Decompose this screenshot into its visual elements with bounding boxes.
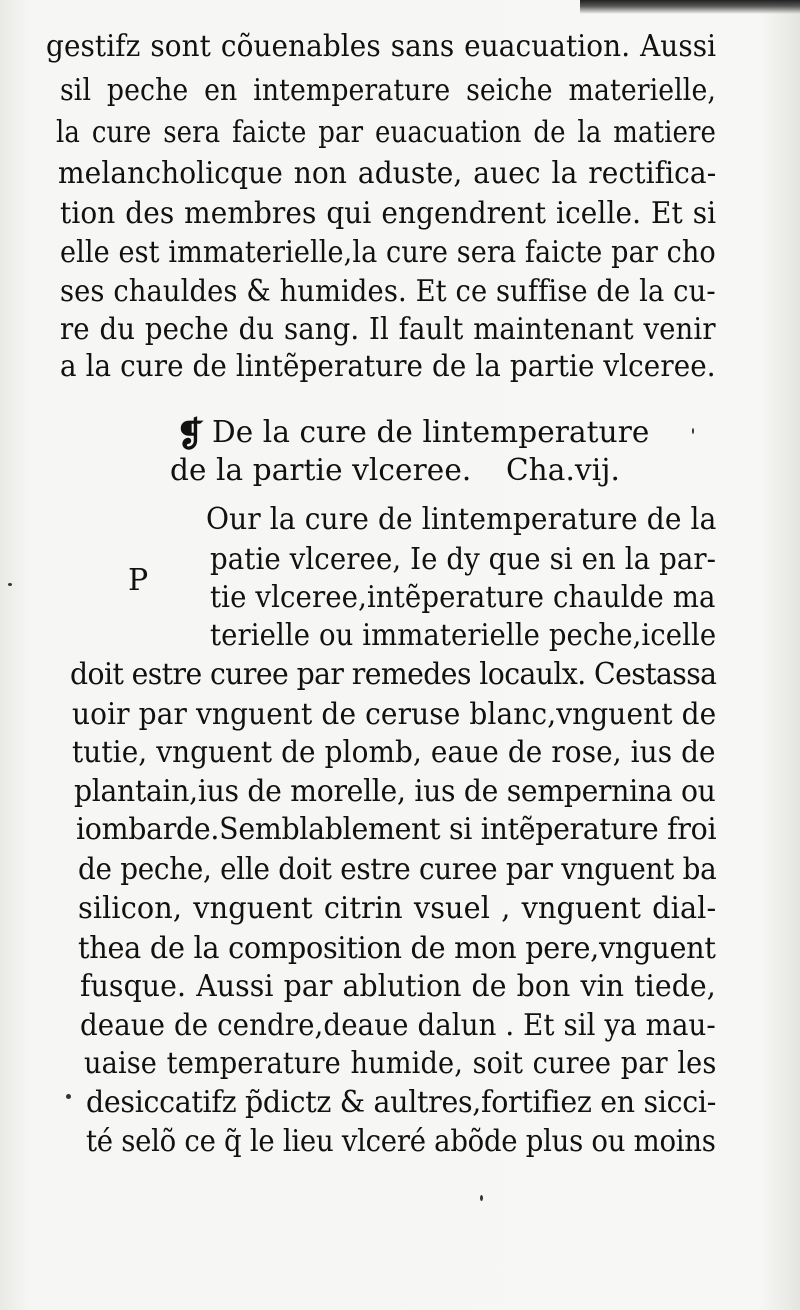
text-line: plantain,ius de morelle, ius de sempernina ou (74, 774, 716, 808)
text-line: melancholicque non aduste, auec la rectifica- (58, 156, 717, 190)
text-line: ses chauldes & humides. Et ce suffise de la cu- (60, 274, 716, 308)
ink-speck (66, 1094, 71, 1099)
text-line: de peche, elle doit estre curee par vnguent ba (78, 852, 717, 886)
chapter-heading-line-1: De la cure de lintemperature (212, 415, 650, 449)
text-line: té selõ ce q̃ le lieu vlceré abõde plus ou moins (86, 1124, 716, 1158)
text-line: Our la cure de lintemperature de la (206, 502, 717, 536)
text-line: tion des membres qui engendrent icelle. Et si (60, 196, 717, 230)
text-line: silicon, vnguent citrin vsuel , vnguent dial- (78, 891, 717, 925)
text-line: desiccatifz p̃dictz & aultres,fortifiez en sicci- (86, 1085, 717, 1119)
ink-speck (480, 1195, 483, 1201)
text-line: sil peche en intemperature seiche materielle, (60, 73, 716, 107)
drop-cap-letter: P (128, 563, 149, 598)
ink-speck (8, 583, 12, 586)
text-line: tie vlceree,intẽperature chaulde ma (210, 580, 716, 614)
text-line: iombarde.Semblablement si intẽperature froi (76, 812, 717, 846)
pilcrow-mark-icon: ❡ (176, 415, 205, 455)
ink-speck (692, 428, 694, 434)
text-line: deaue de cendre,deaue dalun . Et sil ya mau- (80, 1008, 716, 1042)
text-line: fusque. Aussi par ablution de bon vin tiede, (80, 969, 716, 1003)
text-line: a la cure de lintẽperature de la partie vlceree. (60, 349, 716, 383)
text-line: uoir par vnguent de ceruse blanc,vnguent de (72, 697, 717, 731)
text-line: doit estre curee par remedes locaulx. Cestassa (70, 657, 717, 691)
text-line: thea de la composition de mon pere,vnguent (78, 931, 716, 965)
text-line: la cure sera faicte par euacuation de la matiere (56, 115, 717, 149)
text-line: gestifz sont cõuenables sans euacuation. Aussi (46, 29, 717, 63)
text-line: uaise temperature humide, soit curee par les (84, 1046, 717, 1080)
text-line: patie vlceree, Ie dy que si en la par- (210, 542, 717, 576)
text-line: re du peche du sang. Il fault maintenant venir (60, 312, 716, 346)
page-edge-shadow (580, 0, 800, 14)
text-line: terielle ou immaterielle peche,icelle (210, 618, 717, 652)
text-line: elle est immaterielle,la cure sera faicte par cho (60, 235, 716, 269)
chapter-number: Cha.vij. (506, 453, 620, 487)
text-line: tutie, vnguent de plomb, eaue de rose, ius de (72, 735, 716, 769)
chapter-heading-line-2: de la partie vlceree. (170, 453, 472, 487)
